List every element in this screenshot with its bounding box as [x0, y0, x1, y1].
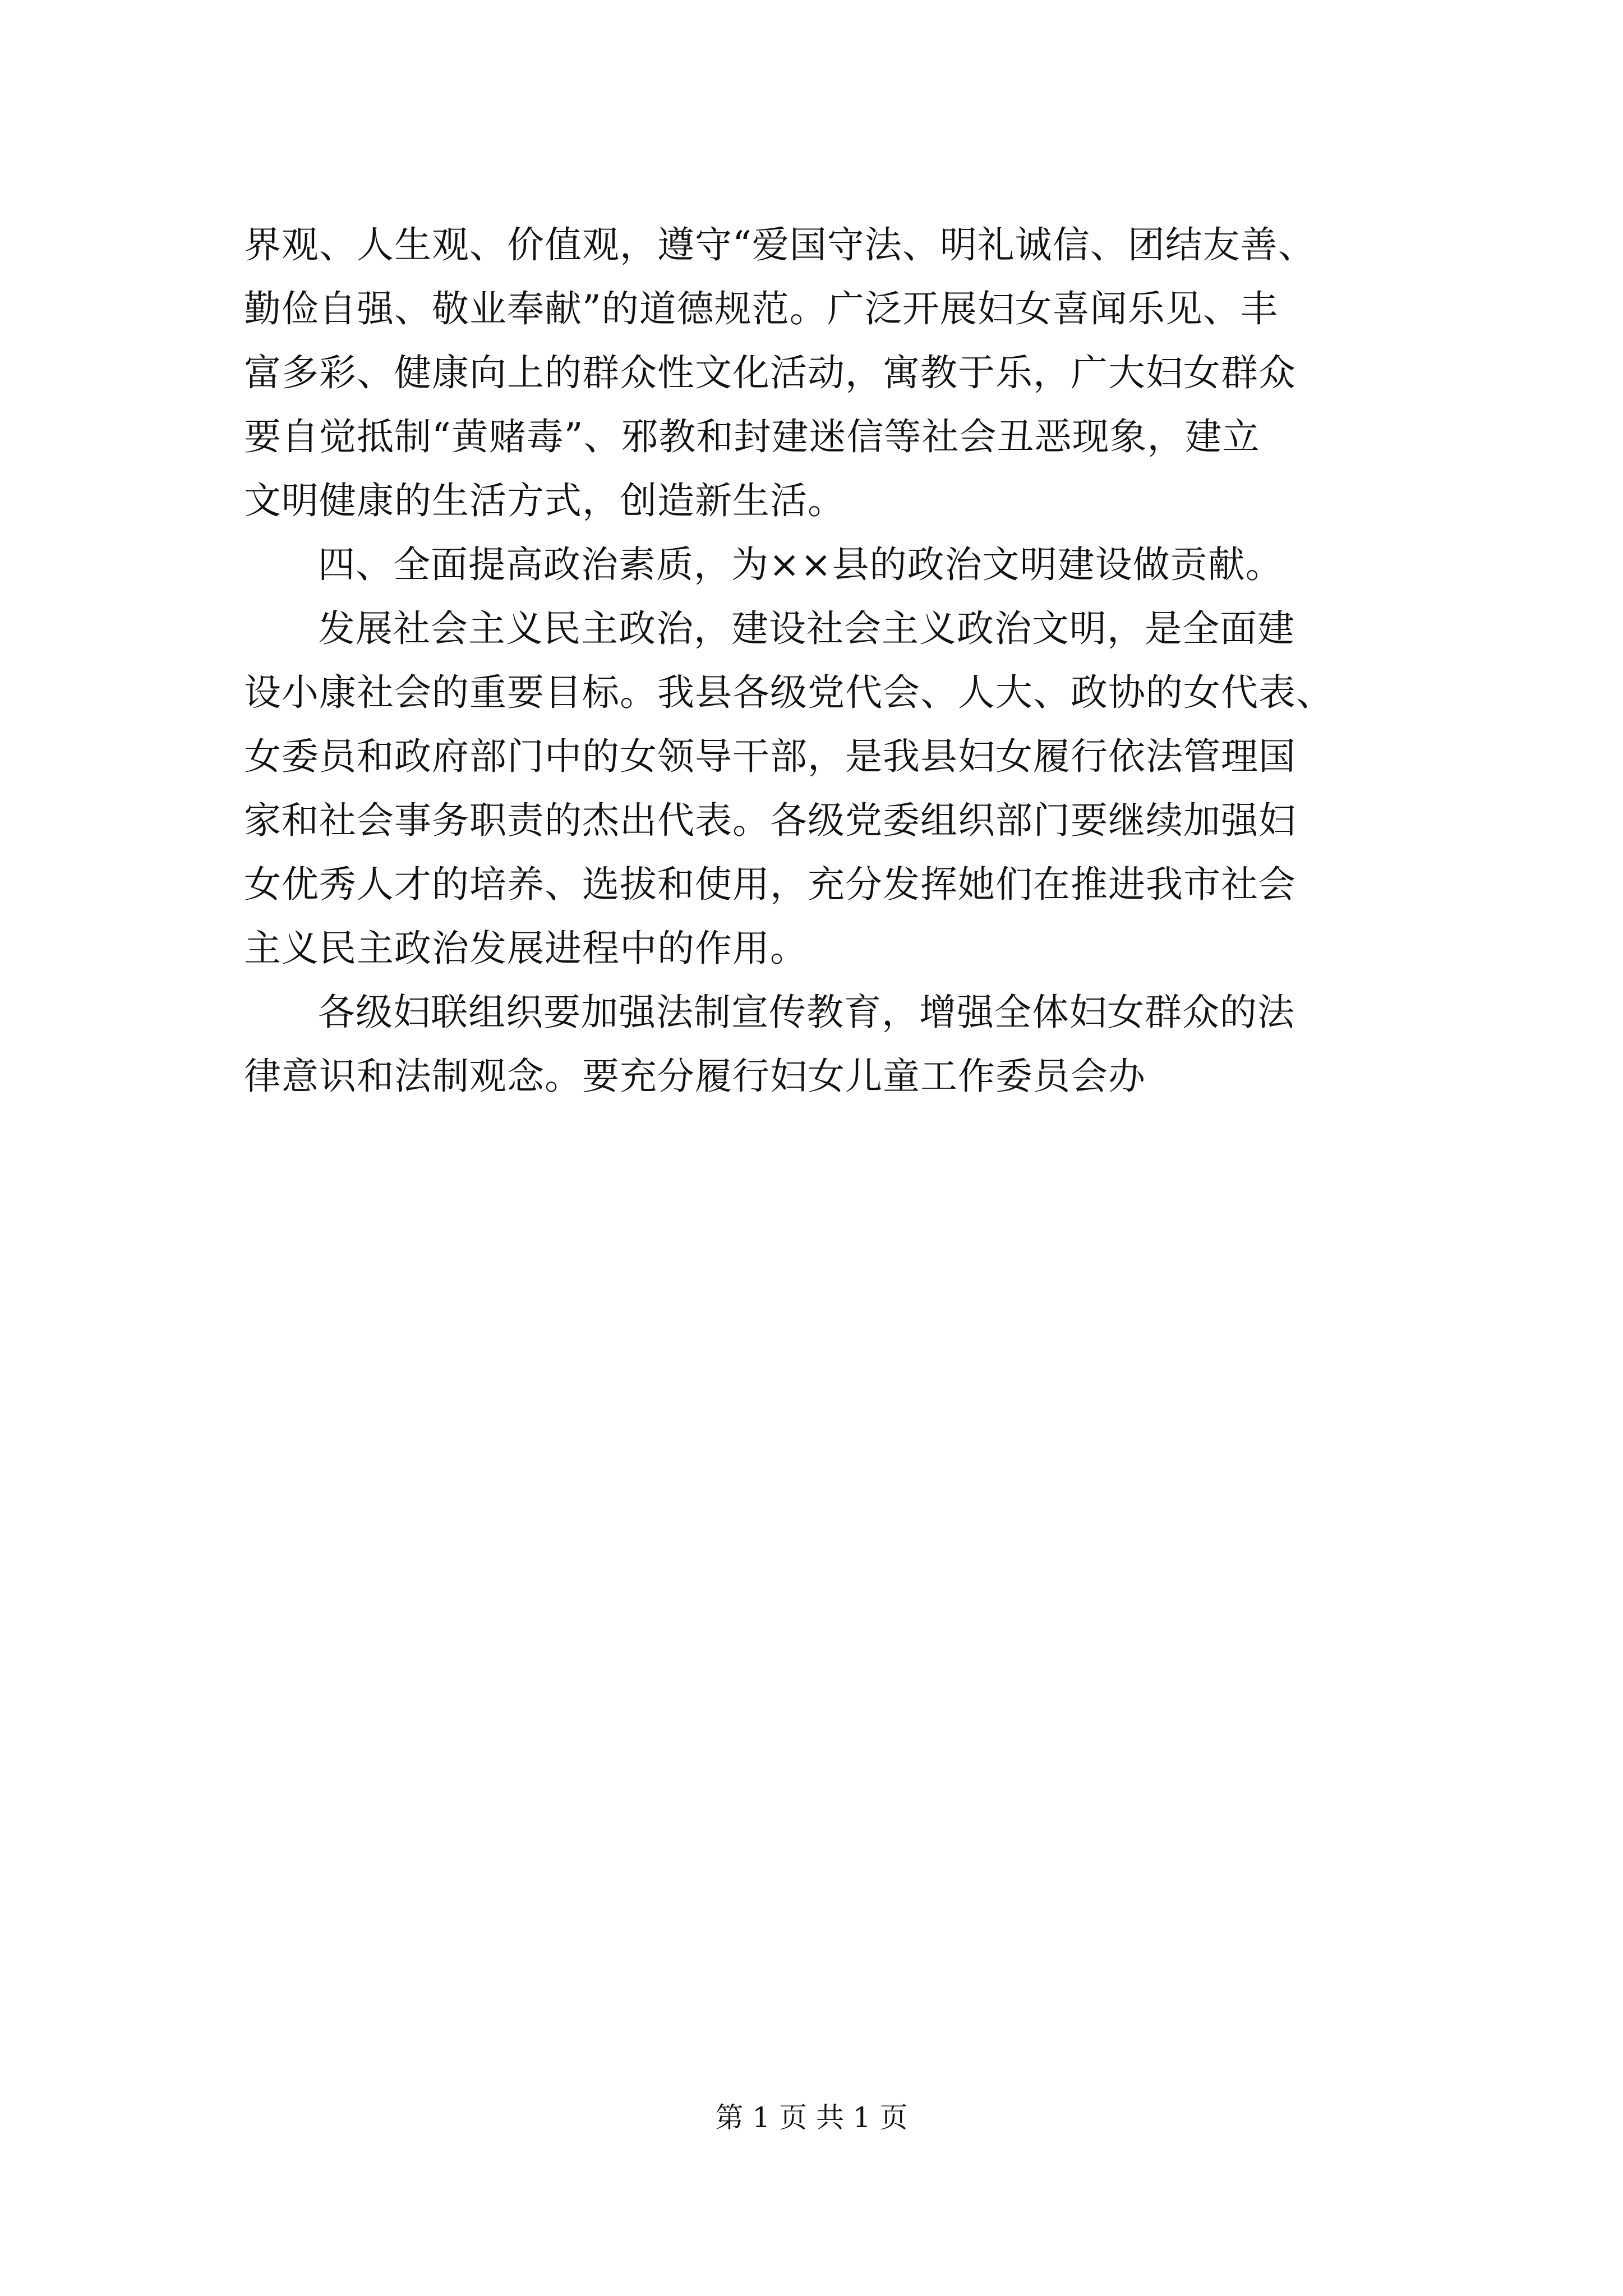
paragraph-line: 发展社会主义民主政治，建设社会主义政治文明，是全面建: [318, 607, 1295, 650]
paragraph-line: 女委员和政府部门中的女领导干部，是我县妇女履行依法管理国: [244, 735, 1296, 778]
paragraph-line: 要自觉抵制“黄赌毒”、邪教和封建迷信等社会丑恶现象，建立: [244, 415, 1260, 458]
paragraph-1: [244, 213, 1422, 533]
paragraph-3: [244, 981, 1422, 1108]
paragraph-line: 各级妇联组织要加强法制宣传教育，增强全体妇女群众的法: [318, 991, 1295, 1034]
page-number: 第 1 页 共 1 页: [715, 2101, 908, 2134]
paragraph-line: 女优秀人才的培养、选拔和使用，充分发挥她们在推进我市社会: [244, 863, 1296, 906]
paragraph-line: 设小康社会的重要目标。我县各级党代会、人大、政协的女代表、: [244, 671, 1334, 714]
paragraph-line: 勤俭自强、敬业奉献”的道德规范。广泛开展妇女喜闻乐见、丰: [244, 287, 1278, 330]
paragraph-line: 富多彩、健康向上的群众性文化活动，寓教于乐，广大妇女群众: [244, 351, 1296, 394]
paragraph-line: 律意识和法制观念。要充分履行妇女儿童工作委员会办: [244, 1055, 1146, 1098]
page-footer: [0, 2101, 1623, 2134]
section-heading: [244, 533, 1422, 597]
heading-line: 四、全面提高政治素质，为××县的政治文明建设做贡献。: [318, 543, 1283, 586]
paragraph-line: 文明健康的生活方式，创造新生活。: [244, 479, 845, 522]
paragraph-line: 主义民主政治发展进程中的作用。: [244, 927, 808, 970]
paragraph-2: [244, 597, 1422, 981]
paragraph-line: 家和社会事务职责的杰出代表。各级党委组织部门要继续加强妇: [244, 799, 1296, 842]
document-body: [244, 213, 1422, 1108]
paragraph-line: 界观、人生观、价值观，遵守“爱国守法、明礼诚信、团结友善、: [244, 223, 1316, 266]
